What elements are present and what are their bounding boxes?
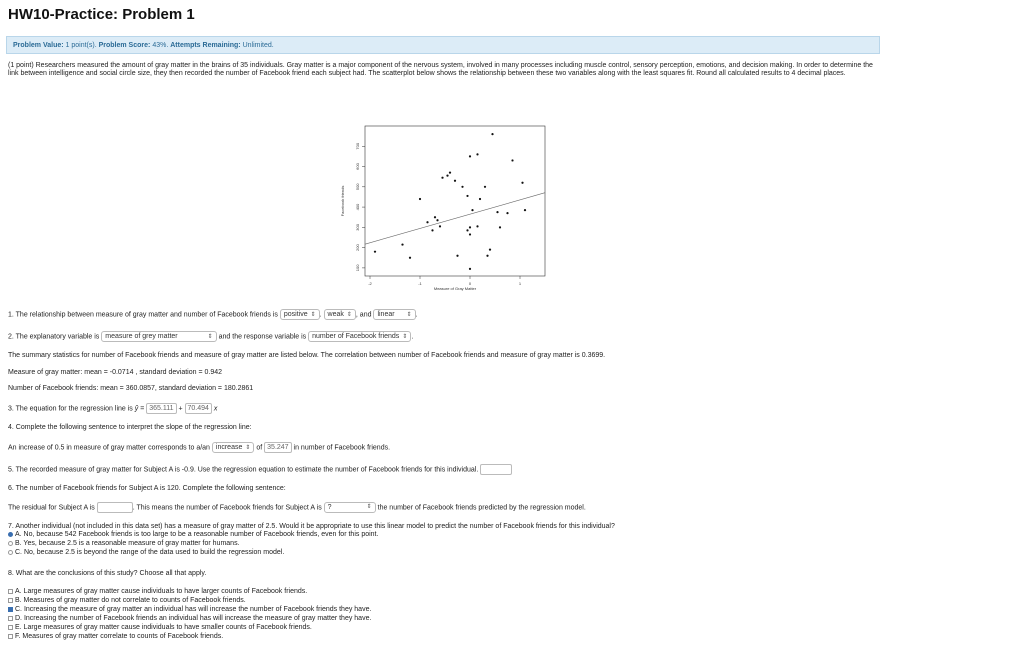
data-point [454,180,456,182]
q2-text: 2. The explanatory variable is [8,333,100,341]
checkbox-a[interactable] [8,589,13,594]
q8-option-e[interactable]: E. Large measures of gray matter cause individuals to have smaller counts of Facebook friends. [8,624,312,632]
data-point [484,186,486,188]
q1-strength-select[interactable]: weak ⇕ [324,309,356,320]
data-point [469,226,471,228]
question-5 [8,464,512,475]
data-point [426,221,428,223]
x-tick-label: 1 [518,281,522,286]
q4-after-text: in number of Facebook friends. [293,444,391,452]
data-point [506,212,508,214]
data-point [491,133,493,135]
q8-option-b[interactable]: B. Measures of gray matter do not correlate to counts of Facebook friends. [8,597,246,605]
y-tick-label: 500 [355,183,360,191]
data-point [434,216,436,218]
data-point [449,172,451,174]
data-point [469,155,471,157]
q6-mid-text: . This means the number of Facebook friends for Subject A is [132,504,322,512]
checkbox-d[interactable] [8,616,13,621]
q8-option-d[interactable]: D. Increasing the number of Facebook friends an individual has will increase the measure of gray matter they have. [8,615,371,623]
radio-c[interactable] [8,550,13,555]
q6-residual-input[interactable] [97,502,133,513]
q6-compare-select[interactable]: ? ⇕ [324,502,376,513]
plot-frame [365,126,545,276]
q7-option-b[interactable]: B. Yes, because 2.5 is a reasonable measure of gray matter for humans. [8,540,240,548]
data-point [471,209,473,211]
q4-prompt: 4. Complete the following sentence to interpret the slope of the regression line: [8,424,252,431]
attempts-label: Attempts Remaining: [170,42,241,49]
q2-mid-text: and the response variable is [218,333,307,341]
q2-explanatory-select[interactable]: measure of grey matter ⇕ [101,331,216,342]
problem-intro: (1 point) Researchers measured the amount of gray matter in the brains of 35 individuals. Gray matter is a major component of the nervous system, involved in many processes including muscle control, sensory perception, emotions, and decision making. In order to determine the link between intelligence and social circle size, they then recorded the number of Facebook friend each subject had. The scatterplot below shows the relationship between these two variables along with the least squares fit. Round all calculated results to 4 decimal places. [8,62,873,77]
attempts-value: Unlimited. [242,42,274,49]
x-axis-label: Measure of Gray Matter [433,286,477,291]
plus-sign: + [178,405,183,413]
data-point [499,226,501,228]
question-2: 2. The explanatory variable is measure of grey matter ⇕ and the response variable is number of Facebook friends ⇕ . [8,333,414,341]
question-3 [8,403,217,414]
summary-line-1: The summary statistics for number of Facebook friends and measure of gray matter are listed below. The correlation between number of Facebook friends and measure of gray matter is 0.3699. [8,352,606,359]
x-tick-label: -1 [418,281,422,286]
q6-after-text: the number of Facebook friends predicted by the regression model. [377,504,586,512]
regression-line [365,193,545,244]
problem-value-label: Problem Value: [13,42,64,49]
q4-direction-select[interactable]: increase ⇕ [212,442,255,453]
q8-option-c[interactable]: C. Increasing the measure of gray matter an individual has will increase the number of Facebook friends they have. [8,606,371,614]
data-point [469,268,471,270]
data-point [466,229,468,231]
data-point [486,255,488,257]
q3-slope-input[interactable]: 70.494 [185,403,212,414]
q1-and-text: , and [355,311,372,319]
problem-info-bar [6,36,880,54]
q3-intercept-input[interactable]: 365.111 [146,403,176,414]
page-title: HW10-Practice: Problem 1 [8,6,195,23]
summary-line-3: Number of Facebook friends: mean = 360.0857, standard deviation = 180.2861 [8,385,254,392]
q7-prompt: 7. Another individual (not included in this data set) has a measure of gray matter of 2.5. Would it be appropriate to use this linear model to predict the number of Facebook friends for this individual? [8,523,615,530]
q6-prompt: 6. The number of Facebook friends for Subject A is 120. Complete the following sentence: [8,485,286,492]
q5-text: 5. The recorded measure of gray matter for Subject A is -0.9. Use the regression equation to estimate the number of Facebook friends for this individual. [8,466,479,474]
y-tick-label: 400 [355,203,360,211]
data-point [511,159,513,161]
question-4 [8,442,390,453]
data-point [521,182,523,184]
q1-direction-select[interactable]: positive ⇕ [280,309,320,320]
y-tick-label: 700 [355,142,360,150]
x-tick-label: -2 [368,281,372,286]
data-point [496,211,498,213]
q1-text: 1. The relationship between measure of gray matter and number of Facebook friends is [8,311,278,319]
data-point [524,209,526,211]
checkbox-c[interactable] [8,607,13,612]
data-point [476,153,478,155]
x-var: x [213,405,218,413]
checkbox-f[interactable] [8,634,13,639]
data-point [436,219,438,221]
data-point [409,257,411,259]
q6-text: The residual for Subject A is [8,504,95,512]
x-tick-label: 0 [468,281,472,286]
data-point [461,186,463,188]
data-point [439,225,441,227]
problem-value: 1 point(s). [65,42,97,49]
y-axis-label: Facebook friends [340,185,345,217]
data-point [456,255,458,257]
data-point [431,229,433,231]
scatterplot [330,118,550,298]
radio-b[interactable] [8,541,13,546]
y-hat: ŷ = [134,405,145,413]
q7-option-a[interactable]: A. No, because 542 Facebook friends is too large to be a reasonable number of Facebook friends, even for this point. [8,531,378,539]
question-6 [8,502,586,513]
data-point [374,251,376,253]
question-1: 1. The relationship between measure of gray matter and number of Facebook friends is positive ⇕ . weak ⇕ , and linear ⇕ . [8,311,418,319]
problem-score: 43%. [152,42,169,49]
q4-of: of [256,444,263,452]
y-tick-label: 200 [355,244,360,251]
checkbox-e[interactable] [8,625,13,630]
q4-text: An increase of 0.5 in measure of gray matter corresponds to a/an [8,444,210,452]
data-point [441,177,443,179]
q3-text: 3. The equation for the regression line is [8,405,133,413]
summary-line-2: Measure of gray matter: mean = -0.0714 , standard deviation = 0.942 [8,369,223,376]
data-point [476,225,478,227]
q8-option-f[interactable]: F. Measures of gray matter correlate to counts of Facebook friends. [8,633,223,641]
q7-option-c[interactable]: C. No, because 2.5 is beyond the range of the data used to build the regression model. [8,549,284,557]
data-point [479,198,481,200]
checkbox-b[interactable] [8,598,13,603]
data-point [466,195,468,197]
data-point [419,198,421,200]
q5-estimate-input[interactable] [480,464,512,475]
radio-a[interactable] [8,532,13,537]
y-tick-label: 100 [355,264,360,272]
q8-prompt: 8. What are the conclusions of this study? Choose all that apply. [8,570,207,577]
y-tick-label: 300 [355,224,360,231]
q4-change-input[interactable]: 35.247 [264,442,291,453]
data-point [446,175,448,177]
q8-option-a[interactable]: A. Large measures of gray matter cause individuals to have larger counts of Facebook friends. [8,588,307,596]
y-tick-label: 600 [355,163,360,170]
problem-score-label: Problem Score: [98,42,151,49]
q1-form-select[interactable]: linear ⇕ [373,309,415,320]
q2-response-select[interactable]: number of Facebook friends ⇕ [308,331,411,342]
data-point [489,249,491,251]
data-point [469,233,471,235]
data-point [401,243,403,245]
